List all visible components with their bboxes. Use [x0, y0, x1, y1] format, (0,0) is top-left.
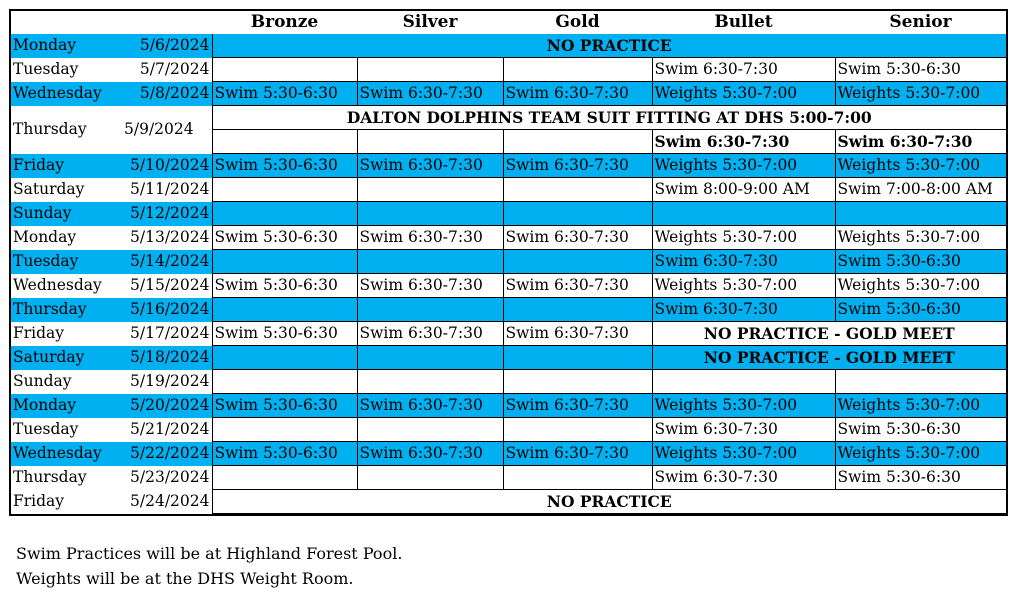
schedule-cell — [357, 178, 503, 202]
date-cell: 5/9/2024 — [118, 106, 212, 154]
schedule-cell: Swim 6:30-7:30 — [652, 466, 835, 490]
date-cell: 5/13/2024 — [118, 226, 212, 250]
notes — [16, 541, 402, 591]
day-cell: Tuesday — [11, 418, 118, 442]
schedule-body — [11, 34, 1006, 514]
schedule-cell: Weights 5:30-7:00 — [652, 226, 835, 250]
schedule-cell: Weights 5:30-7:00 — [652, 82, 835, 106]
day-cell: Wednesday — [11, 274, 118, 298]
day-cell: Monday — [11, 226, 118, 250]
table-row — [11, 298, 1006, 322]
schedule-cell: Swim 6:30-7:30 — [357, 226, 503, 250]
schedule-cell: Swim 6:30-7:30 — [357, 274, 503, 298]
schedule-cell — [357, 370, 503, 394]
header-silver: Silver — [402, 12, 458, 32]
schedule-cell: Weights 5:30-7:00 — [835, 442, 1006, 466]
schedule-cell — [835, 370, 1006, 394]
schedule-cell — [503, 298, 652, 322]
schedule-cell — [357, 418, 503, 442]
schedule-cell: Swim 8:00-9:00 AM — [652, 178, 835, 202]
schedule-cell: Weights 5:30-7:00 — [652, 442, 835, 466]
header-row — [11, 11, 1006, 34]
schedule-cell: Swim 7:00-8:00 AM — [835, 178, 1006, 202]
date-cell: 5/7/2024 — [118, 58, 212, 82]
day-cell: Sunday — [11, 370, 118, 394]
date-cell: 5/18/2024 — [118, 346, 212, 370]
day-cell: Sunday — [11, 202, 118, 226]
schedule-cell — [503, 346, 652, 370]
note-swim-location: Swim Practices will be at Highland Forest Pool. — [16, 544, 403, 563]
schedule-cell: Swim 5:30-6:30 — [212, 442, 357, 466]
date-cell: 5/23/2024 — [118, 466, 212, 490]
table-row — [11, 58, 1006, 82]
day-cell: Thursday — [11, 298, 118, 322]
header-day — [11, 11, 118, 34]
table-row — [11, 394, 1006, 418]
schedule-cell: Swim 6:30-7:30 — [503, 154, 652, 178]
table-row — [11, 346, 1006, 370]
schedule-cell: Swim 5:30-6:30 — [835, 250, 1006, 274]
header-date — [118, 11, 212, 34]
day-cell: Wednesday — [11, 82, 118, 106]
day-cell: Friday — [11, 322, 118, 346]
day-cell: Tuesday — [11, 58, 118, 82]
schedule-cell: Swim 5:30-6:30 — [212, 394, 357, 418]
schedule-cell — [212, 130, 357, 154]
date-cell: 5/22/2024 — [118, 442, 212, 466]
schedule-cell — [503, 202, 652, 226]
schedule-cell: Swim 6:30-7:30 — [652, 58, 835, 82]
note-weights-location: Weights will be at the DHS Weight Room. — [16, 569, 354, 588]
date-cell: 5/10/2024 — [118, 154, 212, 178]
header-gold: Gold — [555, 12, 600, 32]
date-cell: 5/8/2024 — [118, 82, 212, 106]
schedule-cell: Weights 5:30-7:00 — [652, 154, 835, 178]
schedule-cell — [212, 250, 357, 274]
date-cell: 5/19/2024 — [118, 370, 212, 394]
schedule-cell: Swim 5:30-6:30 — [212, 274, 357, 298]
schedule-cell — [357, 58, 503, 82]
schedule-cell: Weights 5:30-7:00 — [835, 274, 1006, 298]
schedule-cell: Swim 6:30-7:30 — [652, 418, 835, 442]
merged-note-cell: NO PRACTICE - GOLD MEET — [652, 346, 1006, 370]
schedule-cell — [835, 202, 1006, 226]
day-cell: Wednesday — [11, 442, 118, 466]
schedule-cell — [357, 202, 503, 226]
schedule-cell — [212, 298, 357, 322]
date-cell: 5/17/2024 — [118, 322, 212, 346]
table-row — [11, 418, 1006, 442]
schedule-cell: Swim 6:30-7:30 — [503, 226, 652, 250]
table-row — [11, 178, 1006, 202]
schedule-cell: Weights 5:30-7:00 — [835, 82, 1006, 106]
schedule-cell: Swim 5:30-6:30 — [835, 58, 1006, 82]
date-cell: 5/11/2024 — [118, 178, 212, 202]
header-bullet: Bullet — [714, 12, 773, 32]
day-cell: Monday — [11, 34, 118, 58]
table-row — [11, 490, 1006, 514]
schedule-cell — [503, 466, 652, 490]
schedule-cell — [212, 418, 357, 442]
table-row — [11, 34, 1006, 58]
schedule-cell — [212, 178, 357, 202]
table-row — [11, 226, 1006, 250]
schedule-cell — [357, 346, 503, 370]
table-row — [11, 106, 1006, 130]
schedule-cell: Weights 5:30-7:00 — [652, 394, 835, 418]
schedule-cell — [357, 130, 503, 154]
date-cell: 5/15/2024 — [118, 274, 212, 298]
date-cell: 5/21/2024 — [118, 418, 212, 442]
schedule-cell — [652, 370, 835, 394]
schedule-cell: Swim 6:30-7:30 — [357, 442, 503, 466]
merged-note-cell: NO PRACTICE - GOLD MEET — [652, 322, 1006, 346]
schedule-cell — [503, 178, 652, 202]
table-row — [11, 82, 1006, 106]
schedule-cell: Swim 6:30-7:30 — [357, 322, 503, 346]
schedule-cell: Weights 5:30-7:00 — [835, 226, 1006, 250]
schedule-cell: Swim 6:30-7:30 — [652, 250, 835, 274]
day-cell: Saturday — [11, 346, 118, 370]
day-cell: Monday — [11, 394, 118, 418]
schedule-cell — [357, 250, 503, 274]
schedule-cell: Swim 5:30-6:30 — [835, 298, 1006, 322]
schedule-cell: Swim 6:30-7:30 — [503, 274, 652, 298]
schedule-cell: Swim 6:30-7:30 — [652, 298, 835, 322]
table-row — [11, 202, 1006, 226]
date-cell: 5/6/2024 — [118, 34, 212, 58]
schedule-cell — [212, 370, 357, 394]
table-row — [11, 250, 1006, 274]
header-senior: Senior — [889, 12, 952, 32]
merged-event-cell: DALTON DOLPHINS TEAM SUIT FITTING AT DHS 5:00-7:00 — [212, 106, 1006, 130]
schedule-cell — [503, 250, 652, 274]
schedule-cell: Swim 6:30-7:30 — [503, 394, 652, 418]
day-cell: Tuesday — [11, 250, 118, 274]
schedule-cell — [212, 346, 357, 370]
schedule-cell — [503, 58, 652, 82]
schedule-cell: Swim 6:30-7:30 — [835, 130, 1006, 154]
table-row — [11, 466, 1006, 490]
schedule-cell: Weights 5:30-7:00 — [835, 394, 1006, 418]
day-cell: Thursday — [11, 466, 118, 490]
schedule-cell — [652, 202, 835, 226]
schedule-cell — [357, 298, 503, 322]
table-row — [11, 154, 1006, 178]
schedule-cell: Swim 6:30-7:30 — [503, 82, 652, 106]
date-cell: 5/12/2024 — [118, 202, 212, 226]
schedule-cell: Swim 6:30-7:30 — [357, 82, 503, 106]
schedule-cell — [503, 418, 652, 442]
date-cell: 5/16/2024 — [118, 298, 212, 322]
date-cell: 5/20/2024 — [118, 394, 212, 418]
schedule-cell: Swim 6:30-7:30 — [357, 154, 503, 178]
table-row — [11, 274, 1006, 298]
schedule-cell: Swim 5:30-6:30 — [835, 418, 1006, 442]
table-row — [11, 442, 1006, 466]
schedule-cell — [357, 466, 503, 490]
schedule-cell: Weights 5:30-7:00 — [835, 154, 1006, 178]
schedule-cell: Swim 6:30-7:30 — [503, 322, 652, 346]
schedule-cell: Swim 5:30-6:30 — [212, 154, 357, 178]
day-cell: Saturday — [11, 178, 118, 202]
date-cell: 5/14/2024 — [118, 250, 212, 274]
date-cell: 5/24/2024 — [118, 490, 212, 514]
table-row — [11, 322, 1006, 346]
header-bronze: Bronze — [250, 12, 319, 32]
schedule-cell: Weights 5:30-7:00 — [652, 274, 835, 298]
day-cell: Friday — [11, 154, 118, 178]
schedule-cell — [212, 58, 357, 82]
schedule-cell — [212, 466, 357, 490]
merged-note-cell: NO PRACTICE — [212, 34, 1006, 58]
schedule-cell: Swim 6:30-7:30 — [357, 394, 503, 418]
day-cell: Friday — [11, 490, 118, 514]
schedule-cell — [212, 202, 357, 226]
schedule-cell: Swim 6:30-7:30 — [503, 442, 652, 466]
practice-schedule-table — [11, 11, 1006, 514]
schedule-cell: Swim 6:30-7:30 — [652, 130, 835, 154]
schedule-cell — [503, 370, 652, 394]
merged-note-cell: NO PRACTICE — [212, 490, 1006, 514]
schedule-cell — [503, 130, 652, 154]
schedule-cell: Swim 5:30-6:30 — [212, 82, 357, 106]
schedule-cell: Swim 5:30-6:30 — [212, 322, 357, 346]
table-row — [11, 370, 1006, 394]
schedule-cell: Swim 5:30-6:30 — [212, 226, 357, 250]
schedule-cell: Swim 5:30-6:30 — [835, 466, 1006, 490]
day-cell: Thursday — [11, 106, 118, 154]
